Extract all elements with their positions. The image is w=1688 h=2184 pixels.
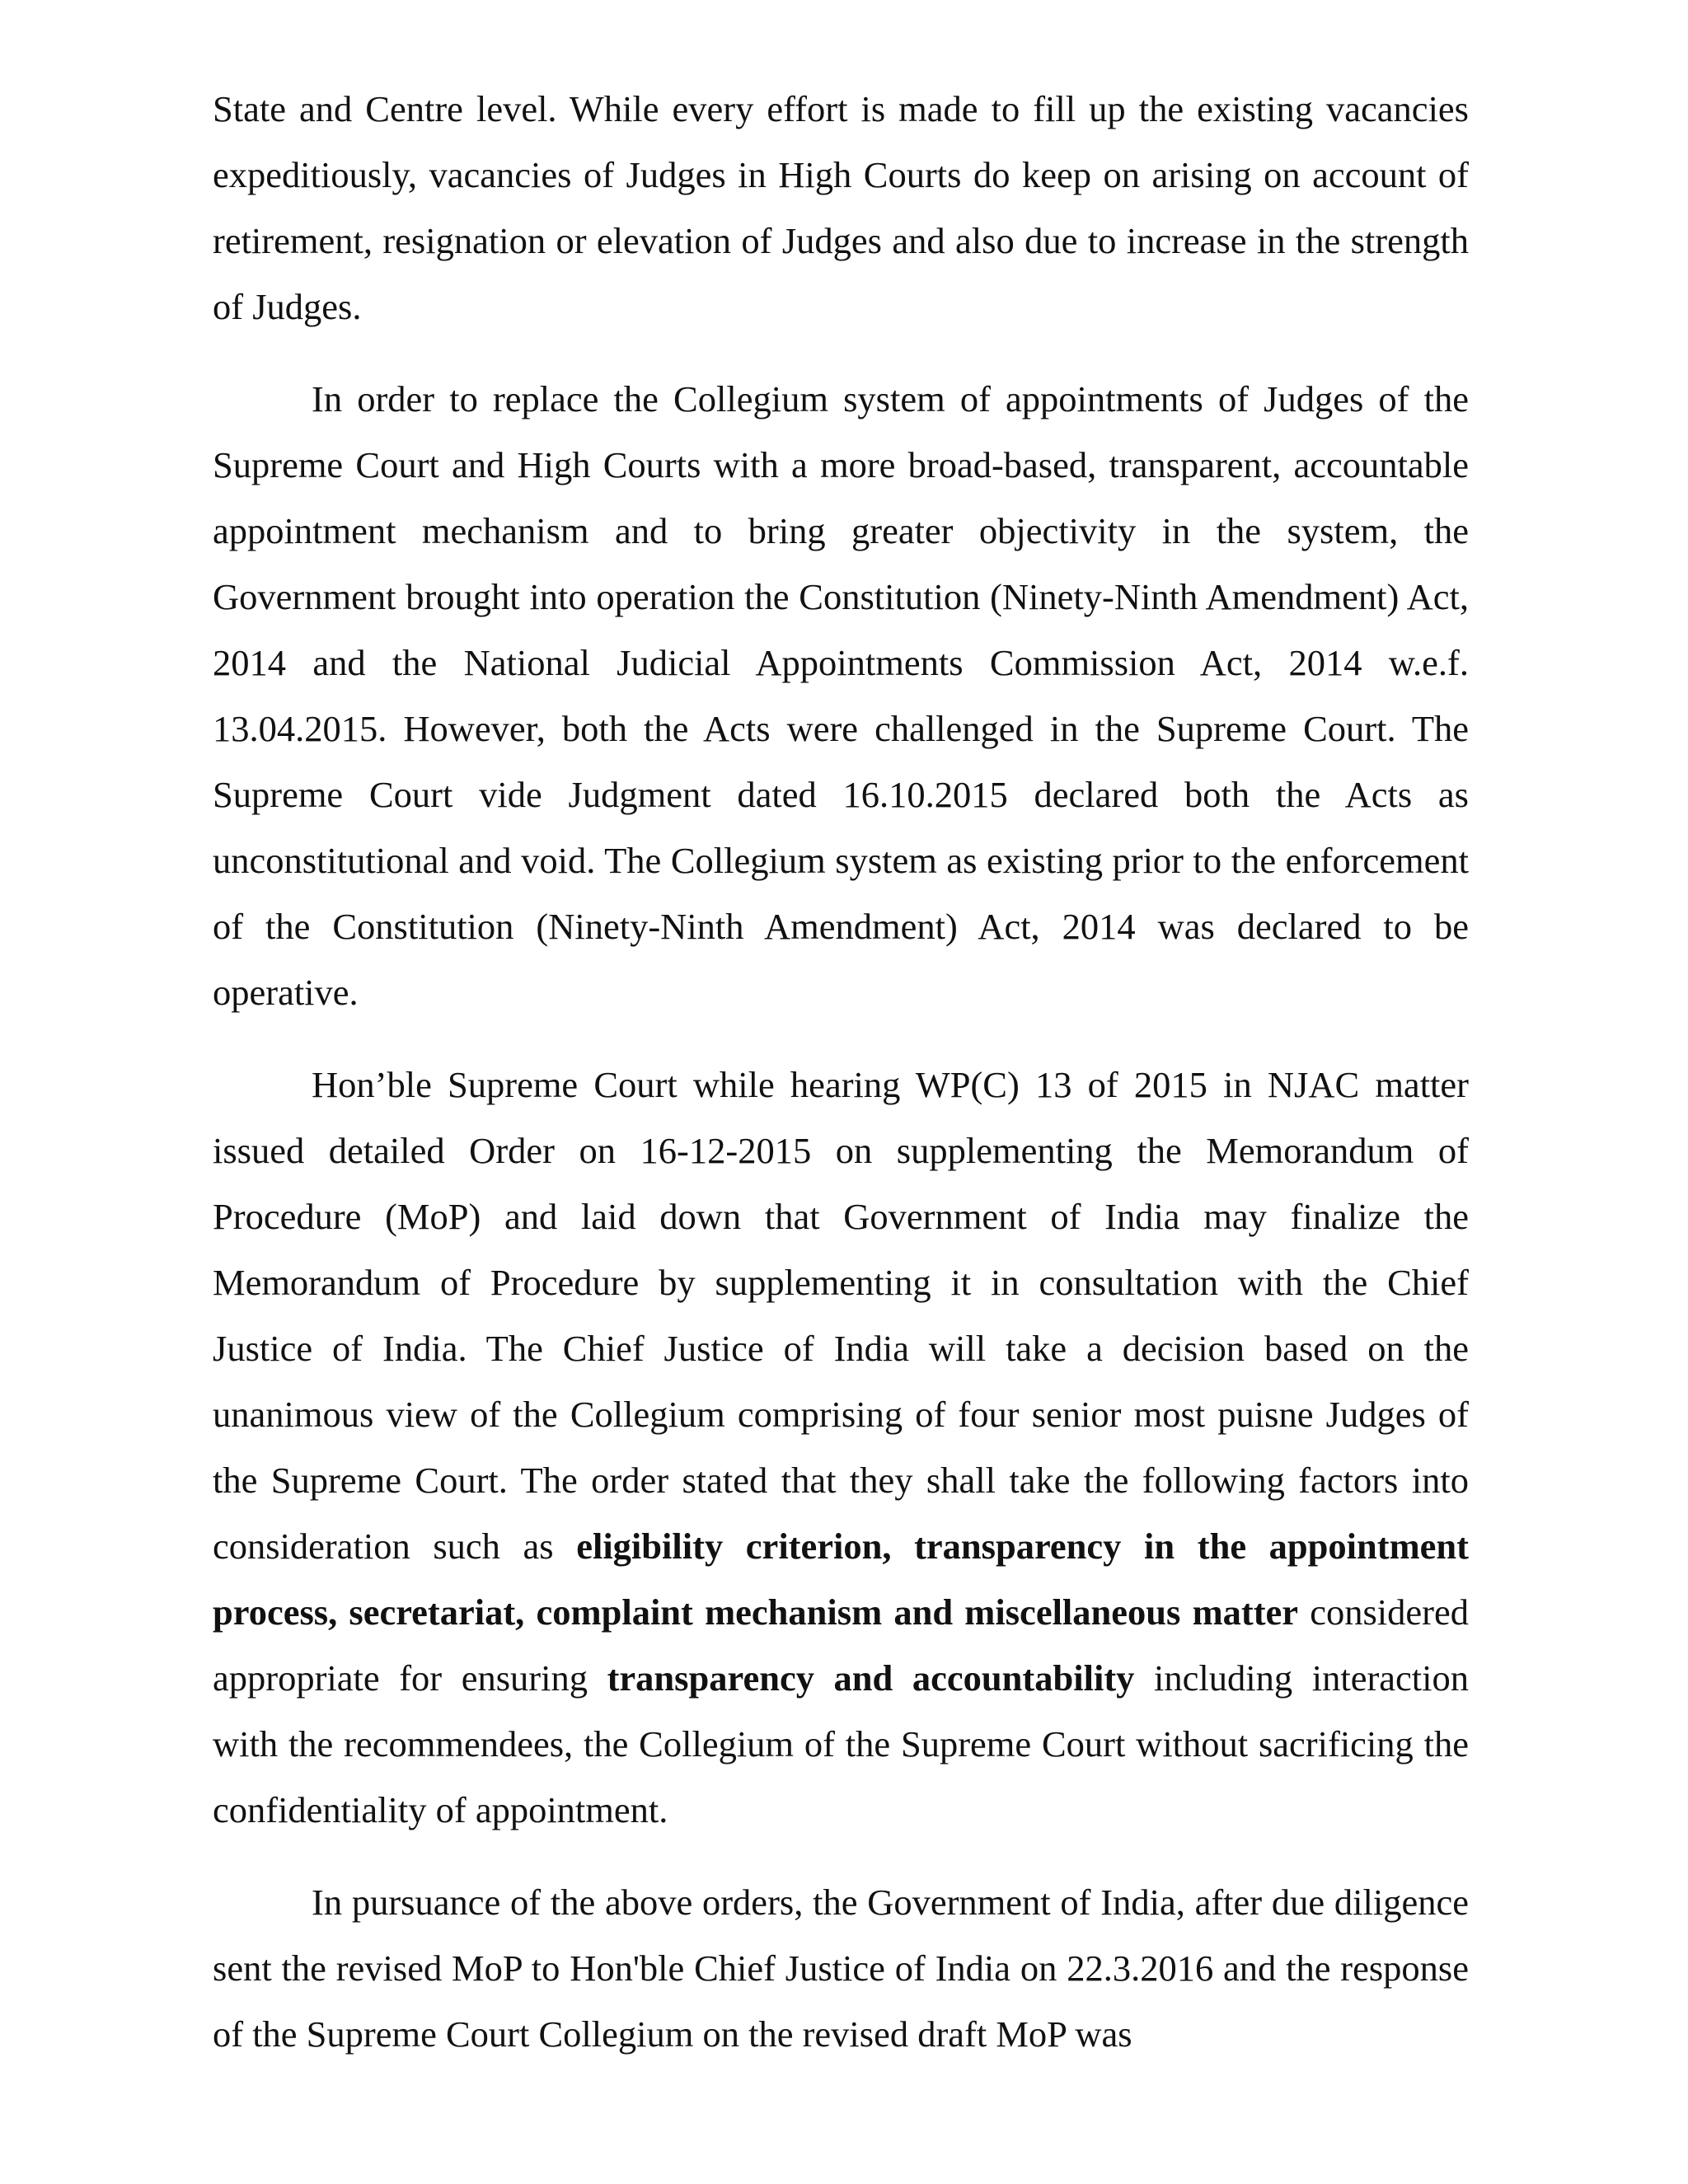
paragraph-text: In pursuance of the above orders, the Government of India, after due diligence sent the revised MoP to Hon'ble Chief Justice of India on 22.3.2016 and the response of the Supreme Court Collegium on the revised draft MoP was (213, 1882, 1469, 2055)
paragraph-vacancies (213, 76, 1469, 340)
paragraph-text: State and Centre level. While every effort is made to fill up the existing vacancies expeditiously, vacancies of Judges in High Courts do keep on arising on account of retirement, resignation or elevation of Judges and also due to increase in the strength of Judges. (213, 88, 1469, 327)
paragraph-text: considered appropriate for ensuring (213, 1591, 1469, 1699)
paragraph-revised-mop (213, 1869, 1469, 2067)
paragraph-text: Hon’ble Supreme Court while hearing WP(C) 13 of 2015 in NJAC matter issued detailed Order on 16-12-2015 on supplementing the Memorandum of Procedure (MoP) and laid down that Government of India may finalize the Memorandum of Procedure by supplementing it in consultation with the Chief Justice of India. The Chief Justice of India will take a decision based on the unanimous view of the Collegium comprising of four senior most puisne Judges of the Supreme Court. The order stated that they shall take the following factors into consideration such as (213, 1064, 1469, 1567)
bold-factors-text: eligibility criterion, transparency in the appointment process, secretariat, complaint mechanism and miscellaneous matter (213, 1526, 1469, 1633)
document-page (213, 76, 1469, 2093)
bold-transparency-text: transparency and accountability (607, 1657, 1135, 1699)
paragraph-njac-act (213, 366, 1469, 1025)
paragraph-text: In order to replace the Collegium system of appointments of Judges of the Supreme Court and High Courts with a more broad-based, transparent, accountable appointment mechanism and to bring greater objectivity in the system, the Government brought into operation the Constitution (Ninety-Ninth Amendment) Act, 2014 and the National Judicial Appointments Commission Act, 2014 w.e.f. 13.04.2015. However, both the Acts were challenged in the Supreme Court. The Supreme Court vide Judgment dated 16.10.2015 declared both the Acts as unconstitutional and void. The Collegium system as existing prior to the enforcement of the Constitution (Ninety-Ninth Amendment) Act, 2014 was declared to be operative. (213, 378, 1469, 1013)
paragraph-text: including interaction with the recommendees, the Collegium of the Supreme Court without sacrificing the confidentiality of appointment. (213, 1657, 1470, 1830)
paragraph-supreme-court-order (213, 1052, 1469, 1843)
